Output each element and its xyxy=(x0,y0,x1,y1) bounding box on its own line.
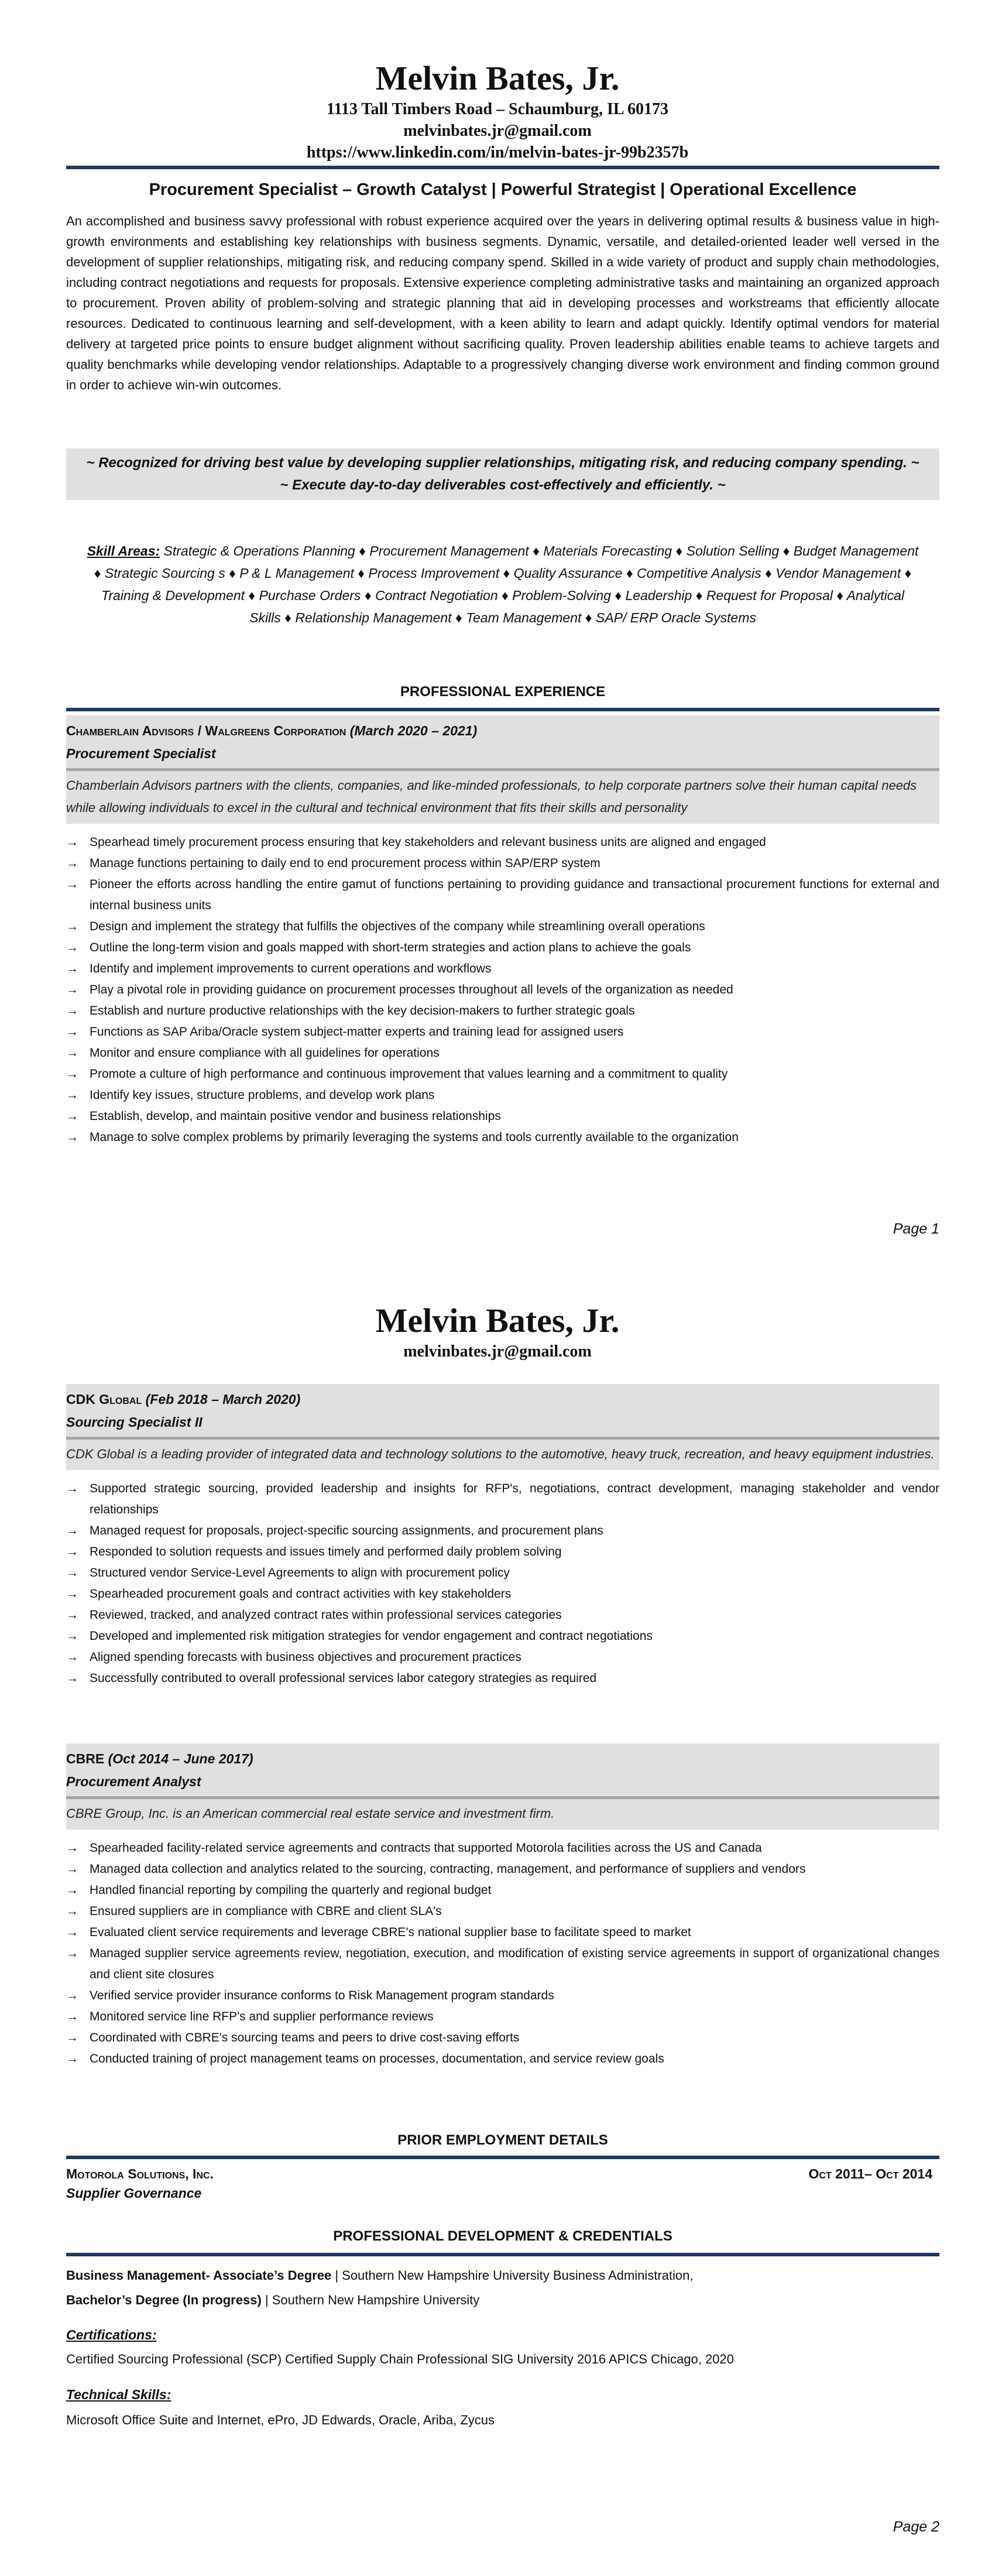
job-divider xyxy=(66,768,939,771)
skill-areas xyxy=(66,540,939,629)
skill-item: Strategic Sourcing s xyxy=(104,566,225,581)
skill-item: Budget Management xyxy=(793,543,919,559)
education-item xyxy=(66,2263,939,2288)
bullet-list xyxy=(66,832,939,1148)
bullet-item xyxy=(66,1880,939,1901)
bullet-item xyxy=(66,1647,939,1668)
diamond-separator-icon: ♦ xyxy=(359,543,366,559)
arrow-icon: → xyxy=(66,1046,78,1060)
section-title-experience: PROFESSIONAL EXPERIENCE xyxy=(400,684,606,700)
arrow-icon: → xyxy=(66,878,78,891)
arrow-icon: → xyxy=(66,1067,78,1081)
diamond-separator-icon: ♦ xyxy=(675,543,683,559)
bullet-item xyxy=(66,1943,939,1985)
arrow-icon: → xyxy=(66,1629,78,1643)
diamond-separator-icon: ♦ xyxy=(503,566,510,581)
header-divider xyxy=(66,166,939,169)
certifications-text: Certified Sourcing Professional (SCP) Certified Supply Chain Professional SIG University 2016 APICS Chicago, 2020 xyxy=(66,2352,734,2366)
bullet-text: Monitored service line RFP's and supplier performance reviews xyxy=(90,2010,434,2023)
technical-skills-label: Technical Skills: xyxy=(66,2387,171,2402)
company-description: Chamberlain Advisors partners with the clients, companies, and like-minded professionals, to help corporate partners solve their human capital needs while allowing individuals to excel in the cultural and technical environment that fits their skills and personality xyxy=(66,778,917,815)
skill-item: Request for Proposal xyxy=(706,588,833,603)
job-dates: (Feb 2018 – March 2020) xyxy=(145,1392,301,1407)
bullet-text: Manage to solve complex problems by primarily leveraging the systems and tools currently available to the organization xyxy=(90,1131,739,1144)
skill-item: P & L Management xyxy=(239,566,354,581)
bullet-item xyxy=(66,853,939,874)
diamond-separator-icon: ♦ xyxy=(248,588,256,603)
skill-item: Contract Negotiation xyxy=(375,588,498,603)
job-entry xyxy=(66,1384,939,1689)
arrow-icon: → xyxy=(66,1025,78,1039)
bullet-text: Manage functions pertaining to daily end to end procurement process within SAP/ERP system xyxy=(90,857,601,870)
email[interactable]: melvinbates.jr@gmail.com xyxy=(403,122,592,140)
bullet-item xyxy=(66,1563,939,1584)
skill-areas-label: Skill Areas: xyxy=(87,543,160,559)
arrow-icon: → xyxy=(66,1088,78,1102)
recognition-line-2: ~ Execute day-to-day deliverables cost-effectively and efficiently. ~ xyxy=(280,477,726,493)
bullet-text: Establish, develop, and maintain positive vendor and business relationships xyxy=(90,1109,501,1123)
skill-item: Analytical Skills xyxy=(249,588,904,625)
bullet-item xyxy=(66,2006,939,2027)
arrow-icon: → xyxy=(66,1587,78,1601)
job-dates: (Oct 2014 – June 2017) xyxy=(108,1751,253,1766)
prior-title: Supplier Governance xyxy=(66,2186,202,2201)
arrow-icon: → xyxy=(66,1989,78,2002)
skill-item: Team Management xyxy=(466,610,582,625)
bullet-text: Ensured suppliers are in compliance with CBRE and client SLA's xyxy=(90,1904,442,1918)
diamond-separator-icon: ♦ xyxy=(783,543,790,559)
bullet-item xyxy=(66,1520,939,1542)
skill-item: Procurement Management xyxy=(369,543,529,559)
arrow-icon: → xyxy=(66,1841,78,1855)
school: | Southern New Hampshire University xyxy=(261,2293,480,2307)
contact-block xyxy=(0,98,995,163)
job-divider xyxy=(66,1437,939,1440)
arrow-icon: → xyxy=(66,1947,78,1960)
arrow-icon: → xyxy=(66,1608,78,1622)
section-divider xyxy=(66,708,939,711)
diamond-separator-icon: ♦ xyxy=(626,566,633,581)
arrow-icon: → xyxy=(66,1109,78,1123)
bullet-item xyxy=(66,1668,939,1689)
bullet-text: Handled financial reporting by compiling the quarterly and regional budget xyxy=(90,1883,492,1897)
arrow-icon: → xyxy=(66,1904,78,1918)
school: | Southern New Hampshire University Business Administration, xyxy=(331,2268,694,2283)
arrow-icon: → xyxy=(66,2031,78,2044)
bullet-item xyxy=(66,832,939,853)
bullet-item xyxy=(66,979,939,1001)
prior-company: Motorola Solutions, Inc. xyxy=(66,2166,214,2181)
bullet-item xyxy=(66,916,939,937)
company-name: CBRE xyxy=(66,1751,105,1766)
arrow-icon: → xyxy=(66,920,78,933)
bullet-text: Identify and implement improvements to current operations and workflows xyxy=(90,962,492,975)
bullet-text: Pioneer the efforts across handling the entire gamut of functions pertaining to providing guidance and transactional procurement functions for external and internal business units xyxy=(90,878,939,912)
bullet-text: Conducted training of project management teams on processes, documentation, and service review goals xyxy=(90,2052,664,2065)
diamond-separator-icon: ♦ xyxy=(904,566,912,581)
bullet-item xyxy=(66,2027,939,2049)
job-title: Sourcing Specialist II xyxy=(66,1414,203,1430)
arrow-icon: → xyxy=(66,1926,78,1939)
bullet-item xyxy=(66,1838,939,1859)
arrow-icon: → xyxy=(66,1883,78,1897)
bullet-text: Promote a culture of high performance and continuous improvement that values learning and a commitment to quality xyxy=(90,1067,728,1081)
arrow-icon: → xyxy=(66,1131,78,1144)
bullet-text: Spearheaded facility-related service agreements and contracts that supported Motorola facilities across the US and Canada xyxy=(90,1841,762,1855)
company-description: CBRE Group, Inc. is an American commercial real estate service and investment firm. xyxy=(66,1806,555,1821)
job-header xyxy=(66,1743,939,1830)
bullet-text: Evaluated client service requirements and leverage CBRE's national supplier base to facilitate speed to market xyxy=(90,1926,691,1939)
arrow-icon: → xyxy=(66,941,78,954)
bullet-item xyxy=(66,1127,939,1148)
skill-item: Solution Selling xyxy=(686,543,780,559)
address: 1113 Tall Timbers Road – Schaumburg, IL 60173 xyxy=(326,100,669,118)
skill-item: Relationship Management xyxy=(295,610,452,625)
bullet-text: Aligned spending forecasts with business objectives and procurement practices xyxy=(90,1650,521,1664)
skill-item: Purchase Orders xyxy=(259,588,361,603)
bullet-item xyxy=(66,1001,939,1022)
skill-item: Competitive Analysis xyxy=(636,566,761,581)
bullet-item xyxy=(66,1043,939,1064)
bullet-item xyxy=(66,2049,939,2070)
diamond-separator-icon: ♦ xyxy=(502,588,509,603)
bullet-text: Verified service provider insurance conforms to Risk Management program standards xyxy=(90,1989,554,2002)
bullet-text: Developed and implemented risk mitigation strategies for vendor engagement and contract negotiations xyxy=(90,1629,653,1643)
arrow-icon: → xyxy=(66,962,78,975)
bullet-item xyxy=(66,1022,939,1043)
page-number: Page 2 xyxy=(893,2519,939,2535)
bullet-item xyxy=(66,1106,939,1127)
bullet-item xyxy=(66,1901,939,1922)
bullet-text: Spearhead timely procurement process ensuring that key stakeholders and relevant business units are aligned and engaged xyxy=(90,835,766,849)
skill-item: Training & Development xyxy=(101,588,245,603)
company-name: CDK Global xyxy=(66,1392,142,1407)
arrow-icon: → xyxy=(66,1566,78,1580)
section-divider xyxy=(66,2156,939,2159)
recognition-box xyxy=(66,448,939,500)
bullet-text: Identify key issues, structure problems, and develop work plans xyxy=(90,1088,435,1102)
bullet-item xyxy=(66,1064,939,1085)
certifications-label: Certifications: xyxy=(66,2327,157,2342)
skill-item: Materials Forecasting xyxy=(543,543,673,559)
candidate-name: Melvin Bates, Jr. xyxy=(375,59,620,97)
diamond-separator-icon: ♦ xyxy=(455,610,462,625)
bullet-text: Successfully contributed to overall professional services labor category strategies as required xyxy=(90,1671,597,1685)
job-company-line xyxy=(66,1747,939,1770)
job-header xyxy=(66,1384,939,1470)
bullet-item xyxy=(66,1985,939,2006)
job-entry xyxy=(66,1743,939,2070)
diamond-separator-icon: ♦ xyxy=(533,543,540,559)
company-name: Chamberlain Advisors / Walgreens Corporation xyxy=(66,723,346,738)
bullet-item xyxy=(66,937,939,958)
bullet-item xyxy=(66,1922,939,1943)
degree: Business Management- Associate’s Degree xyxy=(66,2268,332,2283)
bullet-item xyxy=(66,874,939,916)
skill-item: Strategic & Operations Planning xyxy=(163,543,355,559)
arrow-icon: → xyxy=(66,1004,78,1018)
arrow-icon: → xyxy=(66,2010,78,2023)
bullet-text: Coordinated with CBRE's sourcing teams and peers to drive cost-saving efforts xyxy=(90,2031,520,2044)
bullet-item xyxy=(66,1626,939,1647)
skill-item: Leadership xyxy=(625,588,692,603)
arrow-icon: → xyxy=(66,2052,78,2065)
bullet-item xyxy=(66,1085,939,1106)
bullet-item xyxy=(66,1605,939,1626)
bullet-text: Outline the long-term vision and goals mapped with short-term strategies and action plans to achieve the goals xyxy=(90,941,691,954)
bullet-list xyxy=(66,1478,939,1689)
email-page2[interactable]: melvinbates.jr@gmail.com xyxy=(403,1342,592,1361)
diamond-separator-icon: ♦ xyxy=(585,610,592,625)
arrow-icon: → xyxy=(66,1482,78,1495)
bullet-item xyxy=(66,1542,939,1563)
bullet-text: Spearheaded procurement goals and contract activities with key stakeholders xyxy=(90,1587,512,1601)
job-title: Procurement Analyst xyxy=(66,1774,201,1789)
diamond-separator-icon: ♦ xyxy=(765,566,772,581)
diamond-separator-icon: ♦ xyxy=(836,588,844,603)
diamond-separator-icon: ♦ xyxy=(615,588,622,603)
bullet-text: Reviewed, tracked, and analyzed contract rates within professional services categories xyxy=(90,1608,562,1622)
bullet-item xyxy=(66,1478,939,1520)
bullet-list xyxy=(66,1838,939,2070)
page-number: Page 1 xyxy=(893,1221,939,1237)
bullet-text: Structured vendor Service-Level Agreements to align with procurement policy xyxy=(90,1566,510,1580)
job-company-line xyxy=(66,719,939,742)
bullet-text: Establish and nurture productive relationships with the key decision-makers to further strategic goals xyxy=(90,1004,635,1018)
technical-skills-text: Microsoft Office Suite and Internet, ePro, JD Edwards, Oracle, Ariba, Zycus xyxy=(66,2413,495,2427)
diamond-separator-icon: ♦ xyxy=(358,566,365,581)
job-dates: (March 2020 – 2021) xyxy=(349,723,478,738)
candidate-name-page2: Melvin Bates, Jr. xyxy=(375,1301,620,1340)
job-title: Procurement Specialist xyxy=(66,746,216,761)
summary: An accomplished and business savvy professional with robust experience acquired over the years in delivering optimal results & business value in high-growth environments and establishing key relationships with business segments. Dynamic, versatile, and detailed-oriented leader well versed in the development of supplier relationships, mitigating risk, and reducing company spend. Skilled in a wide variety of product and supply chain methodologies, including contract negotiations and requests for proposals. Extensive experience completing administrative tasks and maintaining an organized approach to procurement. Proven ability of problem-solving and strategic planning that aid in developing processes and workstreams that efficiently allocate resources. Dedicated to continuous learning and self-development, with a keen ability to learn and adapt quickly. Identify optimal vendors for material delivery at targeted price points to ensure budget alignment without sacrificing quality. Proven leadership abilities enable teams to achieve targets and quality benchmarks while developing vendor relationships. Adaptable to a progressively changing diverse work environment and finding common ground in order to achieve win-win outcomes. xyxy=(66,214,939,392)
bullet-text: Managed request for proposals, project-specific sourcing assignments, and procurement plans xyxy=(90,1524,603,1537)
arrow-icon: → xyxy=(66,983,78,996)
section-title-prior: PRIOR EMPLOYMENT DETAILS xyxy=(397,2132,608,2148)
diamond-separator-icon: ♦ xyxy=(364,588,372,603)
job-header xyxy=(66,715,939,824)
bullet-text: Responded to solution requests and issues timely and performed daily problem solving xyxy=(90,1545,562,1558)
diamond-separator-icon: ♦ xyxy=(695,588,703,603)
bullet-text: Monitor and ensure compliance with all guidelines for operations xyxy=(90,1046,440,1060)
arrow-icon: → xyxy=(66,1862,78,1876)
diamond-separator-icon: ♦ xyxy=(229,566,236,581)
skill-item: Vendor Management xyxy=(776,566,901,581)
recognition-line-1: ~ Recognized for driving best value by developing supplier relationships, mitigating risk, and reducing company spending. ~ xyxy=(86,455,919,471)
prior-employment xyxy=(66,2166,939,2204)
bullet-item xyxy=(66,1859,939,1880)
headline: Procurement Specialist – Growth Catalyst | Powerful Strategist | Operational Excellence xyxy=(149,180,857,199)
bullet-text: Managed supplier service agreements review, negotiation, execution, and modification of existing service agreements in support of organizational changes and client site closures xyxy=(90,1947,939,1981)
prior-dates: Oct 2011– Oct 2014 xyxy=(808,2166,932,2181)
bullet-text: Supported strategic sourcing, provided leadership and insights for RFP's, negotiations, contract development, managing stakeholder and vendor relationships xyxy=(90,1482,939,1516)
job-divider xyxy=(66,1796,939,1799)
job-company-line xyxy=(66,1388,939,1411)
section-title-development: PROFESSIONAL DEVELOPMENT & CREDENTIALS xyxy=(333,2228,673,2244)
section-divider xyxy=(66,2253,939,2256)
diamond-separator-icon: ♦ xyxy=(284,610,291,625)
arrow-icon: → xyxy=(66,1524,78,1537)
bullet-text: Functions as SAP Ariba/Oracle system subject-matter experts and training lead for assigned users xyxy=(90,1025,624,1039)
skill-item: Process Improvement xyxy=(368,566,500,581)
bullet-text: Managed data collection and analytics related to the sourcing, contracting, management, and performance of suppliers and vendors xyxy=(90,1862,806,1876)
bullet-text: Design and implement the strategy that fulfills the objectives of the company while streamlining overall operations xyxy=(90,920,705,933)
education-list xyxy=(66,2263,939,2313)
diamond-separator-icon: ♦ xyxy=(94,566,101,581)
linkedin-link[interactable]: https://www.linkedin.com/in/melvin-bates-jr-99b2357b xyxy=(306,143,689,162)
arrow-icon: → xyxy=(66,1545,78,1558)
bullet-item xyxy=(66,958,939,979)
skill-item: SAP/ ERP Oracle Systems xyxy=(595,610,756,625)
arrow-icon: → xyxy=(66,1650,78,1664)
skill-item: Problem-Solving xyxy=(512,588,611,603)
degree: Bachelor’s Degree (In progress) xyxy=(66,2293,262,2307)
job-entry xyxy=(66,715,939,1148)
arrow-icon: → xyxy=(66,857,78,870)
skill-item: Quality Assurance xyxy=(513,566,623,581)
bullet-item xyxy=(66,1584,939,1605)
education-item xyxy=(66,2288,939,2313)
arrow-icon: → xyxy=(66,1671,78,1685)
arrow-icon: → xyxy=(66,835,78,849)
company-description: CDK Global is a leading provider of integrated data and technology solutions to the automotive, heavy truck, recreation, and heavy equipment industries. xyxy=(66,1447,935,1461)
bullet-text: Play a pivotal role in providing guidance on procurement processes throughout all levels of the organization as needed xyxy=(90,983,733,996)
